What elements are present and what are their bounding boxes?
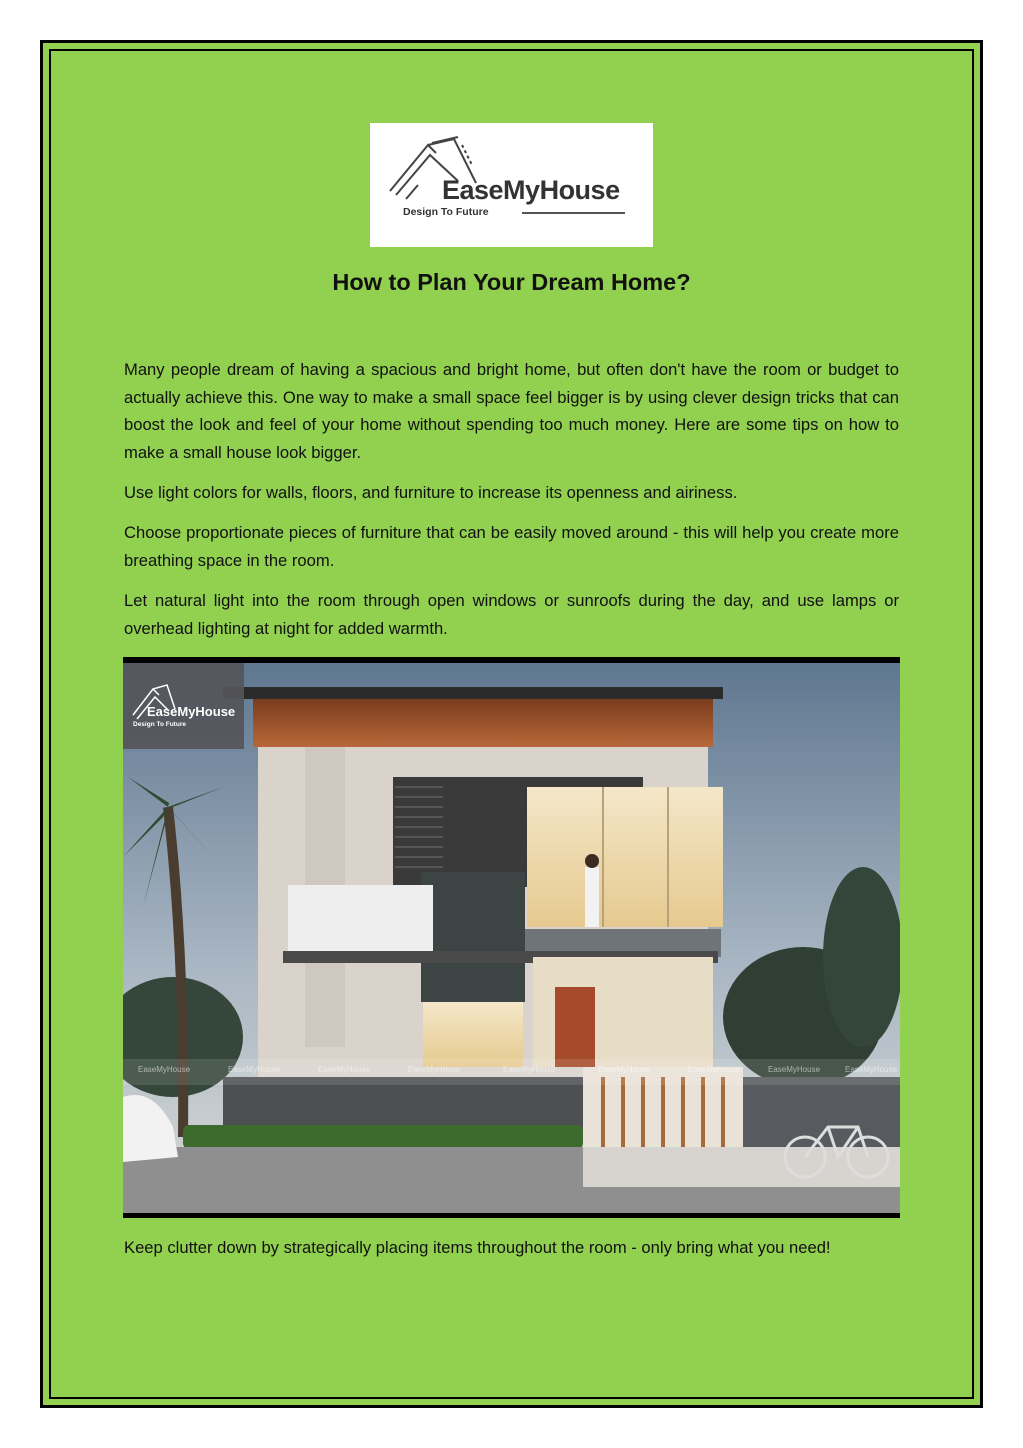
strip-watermark: EaseMyHouse — [138, 1065, 191, 1074]
house-photo — [123, 657, 900, 1218]
watermark-brand-name: EaseMyHouse — [147, 704, 236, 719]
watermark-tagline: Design To Future — [133, 721, 186, 728]
strip-watermark: EaseMyHouse — [768, 1065, 821, 1074]
logo-tagline: Design To Future — [403, 206, 489, 218]
paragraph-clutter: Keep clutter down by strategically placing items throughout the room - only bring what you need! — [124, 1238, 831, 1257]
paragraph-intro: Many people dream of having a spacious and bright home, but often don't have the room or budget to actually achieve this. One way to make a small space feel bigger is by using clever design tricks that can boost the look and feel of your home without spending too much money. Here are some tips on how to make a small house look bigger. — [124, 360, 899, 462]
strip-watermark: EaseMyHouse — [408, 1065, 461, 1074]
strip-watermark: EaseMyHouse — [228, 1065, 281, 1074]
page-title: How to Plan Your Dream Home? — [332, 269, 691, 295]
logo-brand-name: EaseMyHouse — [442, 175, 620, 205]
strip-watermark: EaseMyHouse — [318, 1065, 371, 1074]
photo-watermark-logo — [123, 663, 244, 749]
paragraph-light-colors: Use light colors for walls, floors, and furniture to increase its openness and airiness. — [124, 483, 738, 502]
paragraph-furniture: Choose proportionate pieces of furniture that can be easily moved around - this will help you create more breathing space in the room. — [124, 523, 899, 570]
strip-watermark: EaseMyHouse — [598, 1065, 651, 1074]
strip-watermark: EaseMyHouse — [845, 1065, 898, 1074]
company-logo — [370, 123, 653, 247]
logo-underline — [522, 212, 625, 214]
watermark-strip — [123, 1059, 900, 1085]
strip-watermark: EaseMyHouse — [688, 1065, 741, 1074]
paragraph-natural-light: Let natural light into the room through open windows or sunroofs during the day, and use lamps or overhead lighting at night for added warmth. — [124, 591, 899, 638]
strip-watermark: EaseMyHouse — [503, 1065, 556, 1074]
